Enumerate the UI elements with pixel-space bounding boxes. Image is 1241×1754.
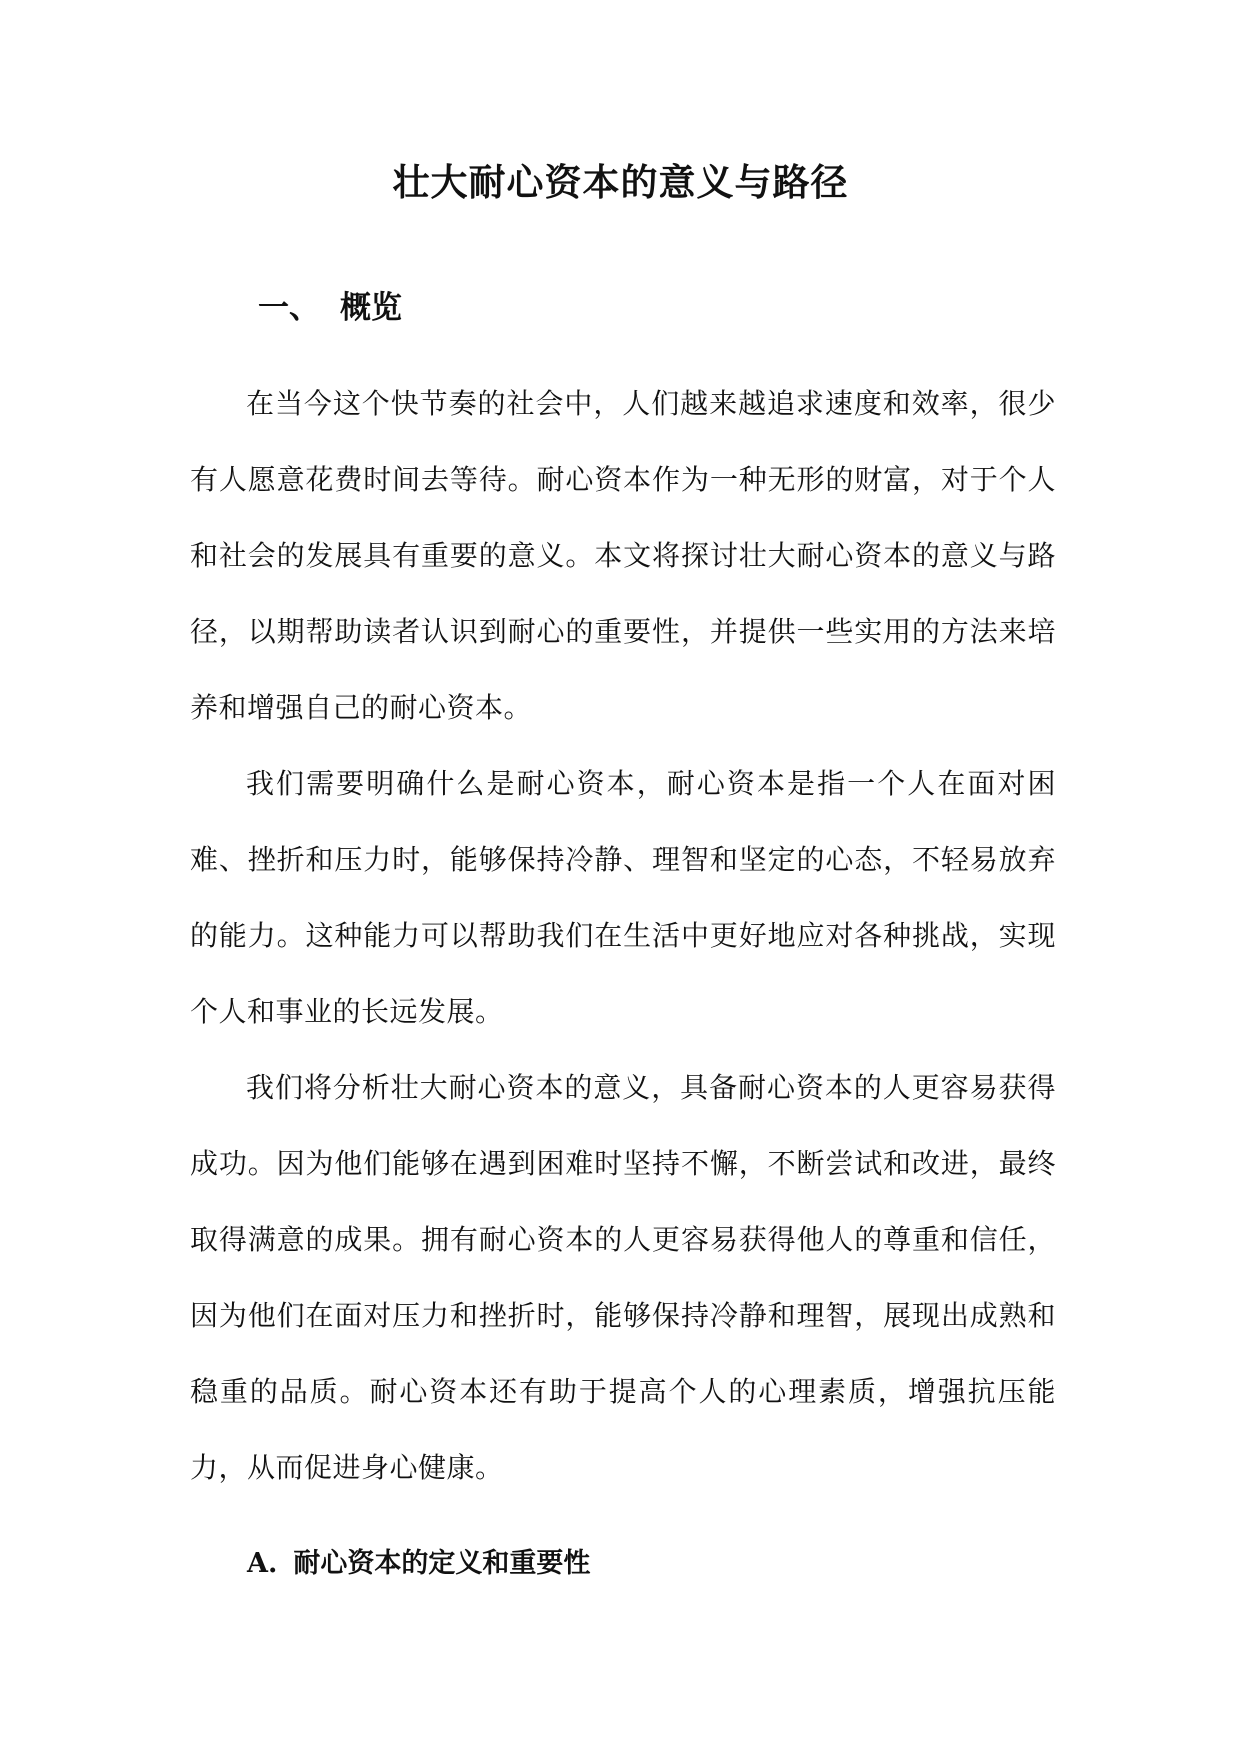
- section-number: 一、: [258, 290, 320, 326]
- paragraph: 我们将分析壮大耐心资本的意义，具备耐心资本的人更容易获得成功。因为他们能够在遇到困难时坚持不懈，不断尝试和改进，最终取得满意的成果。拥有耐心资本的人更容易获得他人的尊重和信任，因为他们在面对压力和挫折时，能够保持冷静和理智，展现出成熟和稳重的品质。耐心资本还有助于提高个人的心理素质，增强抗压能力，从而促进身心健康。: [190, 1071, 1056, 1484]
- document-title: 壮大耐心资本的意义与路径: [392, 160, 849, 204]
- subsection-heading-text: 耐心资本的定义和重要性: [293, 1548, 591, 1579]
- section-heading-text: 概览: [340, 290, 402, 326]
- subsection-number: A.: [247, 1548, 278, 1579]
- paragraph: 我们需要明确什么是耐心资本，耐心资本是指一个人在面对困难、挫折和压力时，能够保持冷静、理智和坚定的心态，不轻易放弃的能力。这种能力可以帮助我们在生活中更好地应对各种挑战，实现个人和事业的长远发展。: [190, 767, 1056, 1028]
- section-heading: [258, 282, 402, 327]
- subsection-heading: [247, 1541, 590, 1580]
- paragraph: 在当今这个快节奏的社会中，人们越来越追求速度和效率，很少有人愿意花费时间去等待。耐心资本作为一种无形的财富，对于个人和社会的发展具有重要的意义。本文将探讨壮大耐心资本的意义与路径，以期帮助读者认识到耐心的重要性，并提供一些实用的方法来培养和增强自己的耐心资本。: [190, 387, 1056, 724]
